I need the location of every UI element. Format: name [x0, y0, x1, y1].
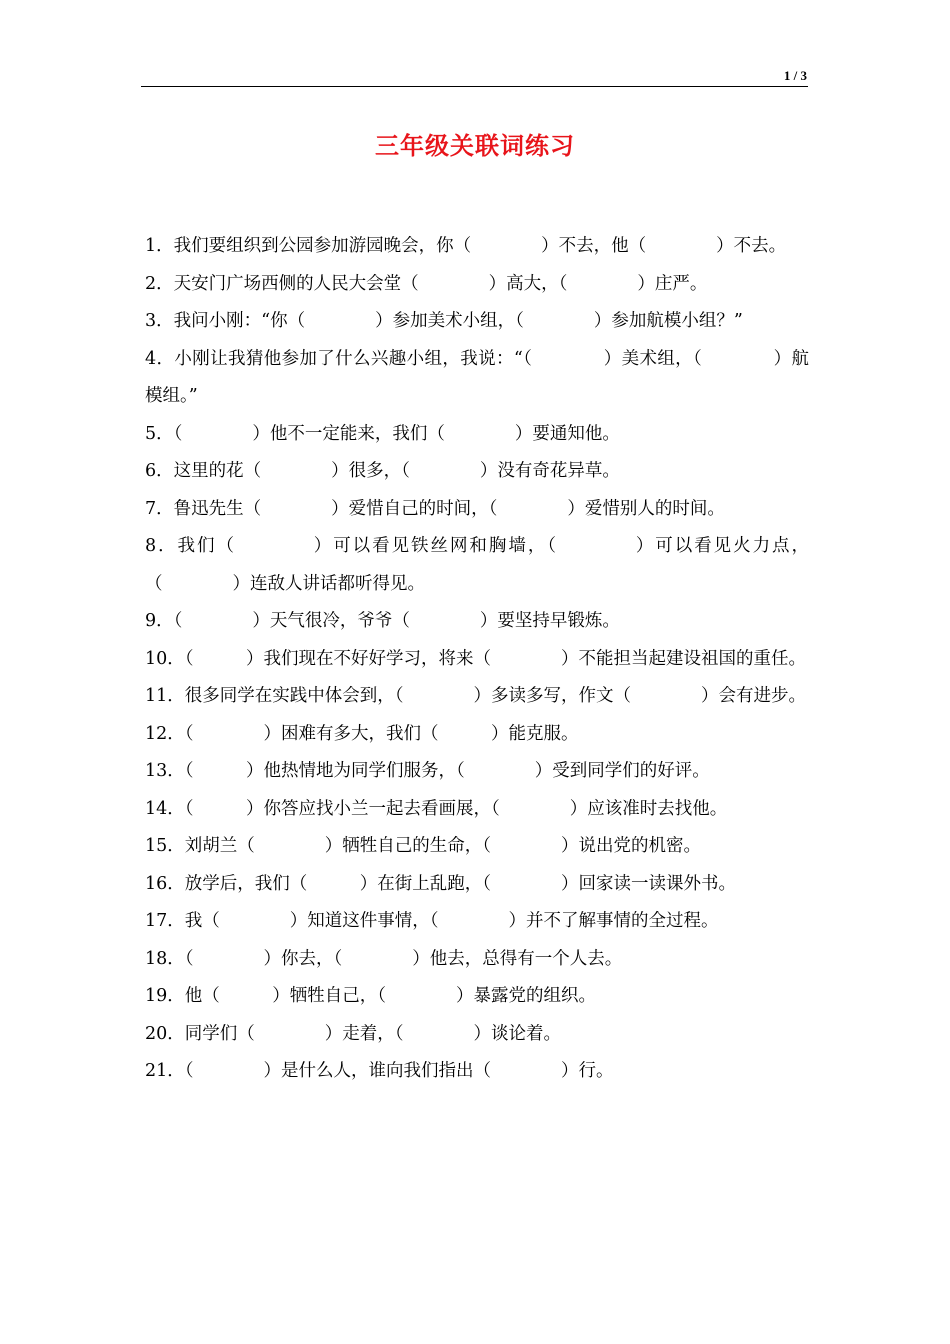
- question-item: 17．我（ ）知道这件事情，（ ）并不了解事情的全过程。: [145, 911, 719, 931]
- header-divider: [141, 86, 808, 87]
- question-item: 1．我们要组织到公园参加游园晚会，你（ ）不去，他（ ）不去。: [145, 236, 787, 256]
- question-item: 12．（ ）困难有多大，我们（ ）能克服。: [145, 723, 579, 744]
- page-indicator: 1 / 3: [783, 68, 807, 83]
- question-item: 18．（ ）你去，（ ）他去，总得有一个人去。: [145, 948, 623, 969]
- document-title: 三年级关联词练习: [375, 132, 575, 160]
- question-list: [145, 228, 809, 1091]
- question-item: 13．（ ）他热情地为同学们服务，（ ）受到同学们的好评。: [145, 761, 710, 781]
- question-item: 3．我问小刚：“你（ ）参加美术小组，（ ）参加航模小组？”: [145, 311, 743, 331]
- question-item: 9．（ ）天气很冷，爷爷（ ）要坚持早锻炼。: [145, 611, 620, 631]
- question-item: 20．同学们（ ）走着，（ ）谈论着。: [145, 1023, 562, 1044]
- question-item: 10．（ ）我们现在不好好学习，将来（ ）不能担当起建设祖国的重任。: [145, 648, 807, 669]
- question-item: 4．小刚让我猜他参加了什么兴趣小组，我说：“（ ）美术组，（ ）航模组。”: [145, 348, 809, 406]
- question-item: 5．（ ）他不一定能来，我们（ ）要通知他。: [145, 423, 620, 444]
- question-item: 7．鲁迅先生（ ）爱惜自己的时间，（ ）爱惜别人的时间。: [145, 498, 725, 519]
- question-item: 14．（ ）你答应找小兰一起去看画展，（ ）应该准时去找他。: [145, 798, 728, 819]
- question-item: 8．我们（ ）可以看见铁丝网和胸墙，（ ）可以看见火力点，（ ）连敌人讲话都听得见。: [145, 536, 809, 594]
- question-item: 15．刘胡兰（ ）牺牲自己的生命，（ ）说出党的机密。: [145, 836, 702, 856]
- question-item: 16．放学后，我们（ ）在街上乱跑，（ ）回家读一读课外书。: [145, 873, 737, 894]
- question-item: 11．很多同学在实践中体会到，（ ）多读多写，作文（ ）会有进步。: [145, 686, 807, 706]
- question-item: 6．这里的花（ ）很多，（ ）没有奇花异草。: [145, 461, 620, 481]
- question-item: 2．天安门广场西侧的人民大会堂（ ）高大，（ ）庄严。: [145, 273, 708, 294]
- question-item: 21．（ ）是什么人，谁向我们指出（ ）行。: [145, 1061, 614, 1081]
- question-item: 19．他（ ）牺牲自己，（ ）暴露党的组织。: [145, 986, 597, 1006]
